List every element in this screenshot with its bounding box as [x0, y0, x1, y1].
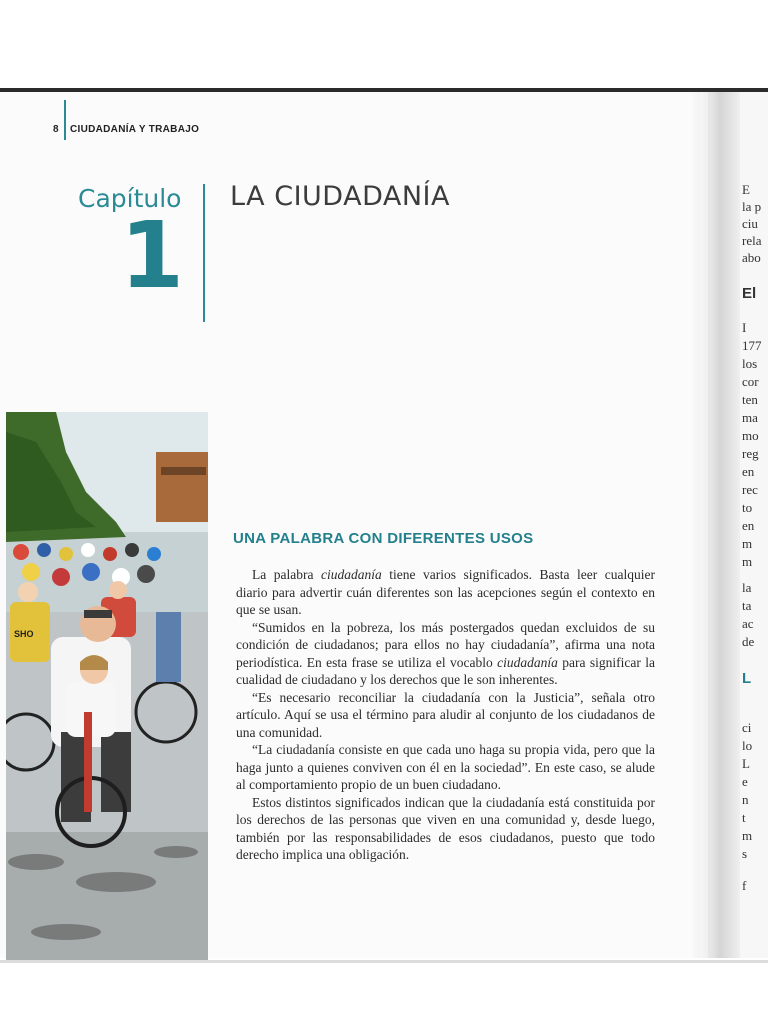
right-page-fragment: rec: [742, 482, 758, 497]
jersey-text: SHO: [14, 629, 34, 639]
article-body: [236, 566, 655, 864]
article-heading: UNA PALABRA CON DIFERENTES USOS: [233, 530, 534, 547]
right-page-fragment: ta: [742, 598, 752, 613]
right-page-fragment: m: [742, 554, 753, 569]
article-paragraph: [236, 794, 655, 864]
page-number: 8: [53, 124, 59, 135]
right-page-fragment: ci: [742, 720, 752, 735]
cyclists-photo: [6, 412, 208, 960]
right-page-fragment: los: [742, 356, 758, 371]
paragraph-text: Estos distintos significados indican que la ciudadanía está constituida por los derechos de las personas que viven en una comunidad y, desde luego, también por las responsabilidades de esos ciudadanos, puesto que todo derecho implica una obligación.: [236, 794, 655, 862]
paragraph-text: para significar la cualidad de ciudadano y los derechos que le son inherentes.: [236, 654, 656, 687]
chapter-rule: [203, 184, 205, 322]
paragraph-text: La palabra: [252, 567, 321, 582]
right-page-fragment: m: [742, 536, 753, 551]
right-page-fragment: f: [742, 878, 747, 893]
paragraph-text: tiene varios significados. Basta leer cualquier diario para advertir cuán diferentes son las acepciones según el contexto en que se usan.: [236, 567, 655, 617]
right-page-fragment: s: [742, 846, 748, 861]
right-page-fragment: n: [742, 792, 749, 807]
running-section-title: CIUDADANÍA Y TRABAJO: [70, 124, 200, 135]
right-page-fragment: m: [742, 828, 753, 843]
paragraph-text: “La ciudadanía consiste en que cada uno haga su propia vida, pero que la haga junto a quienes conviven con él en la sociedad”. En este caso, se alude al comportamiento propio de un buen ciudadano.: [236, 742, 655, 792]
chapter-label: Capítulo: [78, 184, 182, 213]
right-page-fragment: de: [742, 634, 755, 649]
book-gutter: [690, 92, 740, 958]
right-page-fragment: mo: [742, 428, 759, 443]
article-paragraph: [236, 619, 655, 689]
right-page-fragment: L: [742, 670, 752, 687]
italic-term: ciudadanía: [497, 654, 558, 670]
right-page-fragment: El: [742, 285, 757, 302]
cyclists-photo-illustration: [6, 412, 208, 960]
right-page-fragment: la: [742, 580, 752, 595]
right-page-fragment: lo: [742, 738, 753, 753]
right-page-fragment: t: [742, 810, 746, 825]
article-paragraph: [236, 741, 655, 794]
paragraph-text: “Sumidos en la pobreza, los más postergados quedan excluidos de su condición de ciudadanos; para ellos no hay ciudadanía”, afirma una nota periodística. En esta frase se utiliza el vocablo: [236, 619, 655, 670]
right-page-fragment: la p: [742, 199, 762, 214]
right-page-fragment: ma: [742, 410, 758, 425]
right-page-fragment: L: [742, 756, 750, 771]
right-page-fragment: reg: [742, 446, 759, 461]
header-rule: [64, 100, 66, 140]
right-page-fragment: abo: [742, 250, 761, 265]
right-page-fragment: ten: [742, 392, 758, 407]
right-page-fragment: to: [742, 500, 753, 515]
right-page-fragment: E: [742, 182, 750, 197]
italic-term: ciudadanía: [320, 567, 382, 582]
right-page-fragment: en: [742, 464, 755, 479]
chapter-title: LA CIUDADANÍA: [230, 181, 450, 212]
article-paragraph: [236, 689, 655, 742]
chapter-number: 1: [120, 202, 185, 309]
right-page-fragment: I: [742, 320, 747, 335]
right-page-fragment: 177: [742, 338, 762, 353]
right-page-fragment: e: [742, 774, 748, 789]
paragraph-text: “Es necesario reconciliar la ciudadanía con la Justicia”, señala otro artículo. Aquí se usa el término para aludir al conjunto de los ciudadanos de una comunidad.: [236, 689, 655, 740]
scan-bottom-edge: [0, 960, 768, 963]
right-page-fragment: en: [742, 518, 755, 533]
right-page-fragment: rela: [742, 233, 762, 248]
right-page-fragment: cor: [742, 374, 759, 389]
article-paragraph: [236, 566, 655, 619]
right-page-fragment: ciu: [742, 216, 758, 231]
right-page-fragment: ac: [742, 616, 754, 631]
